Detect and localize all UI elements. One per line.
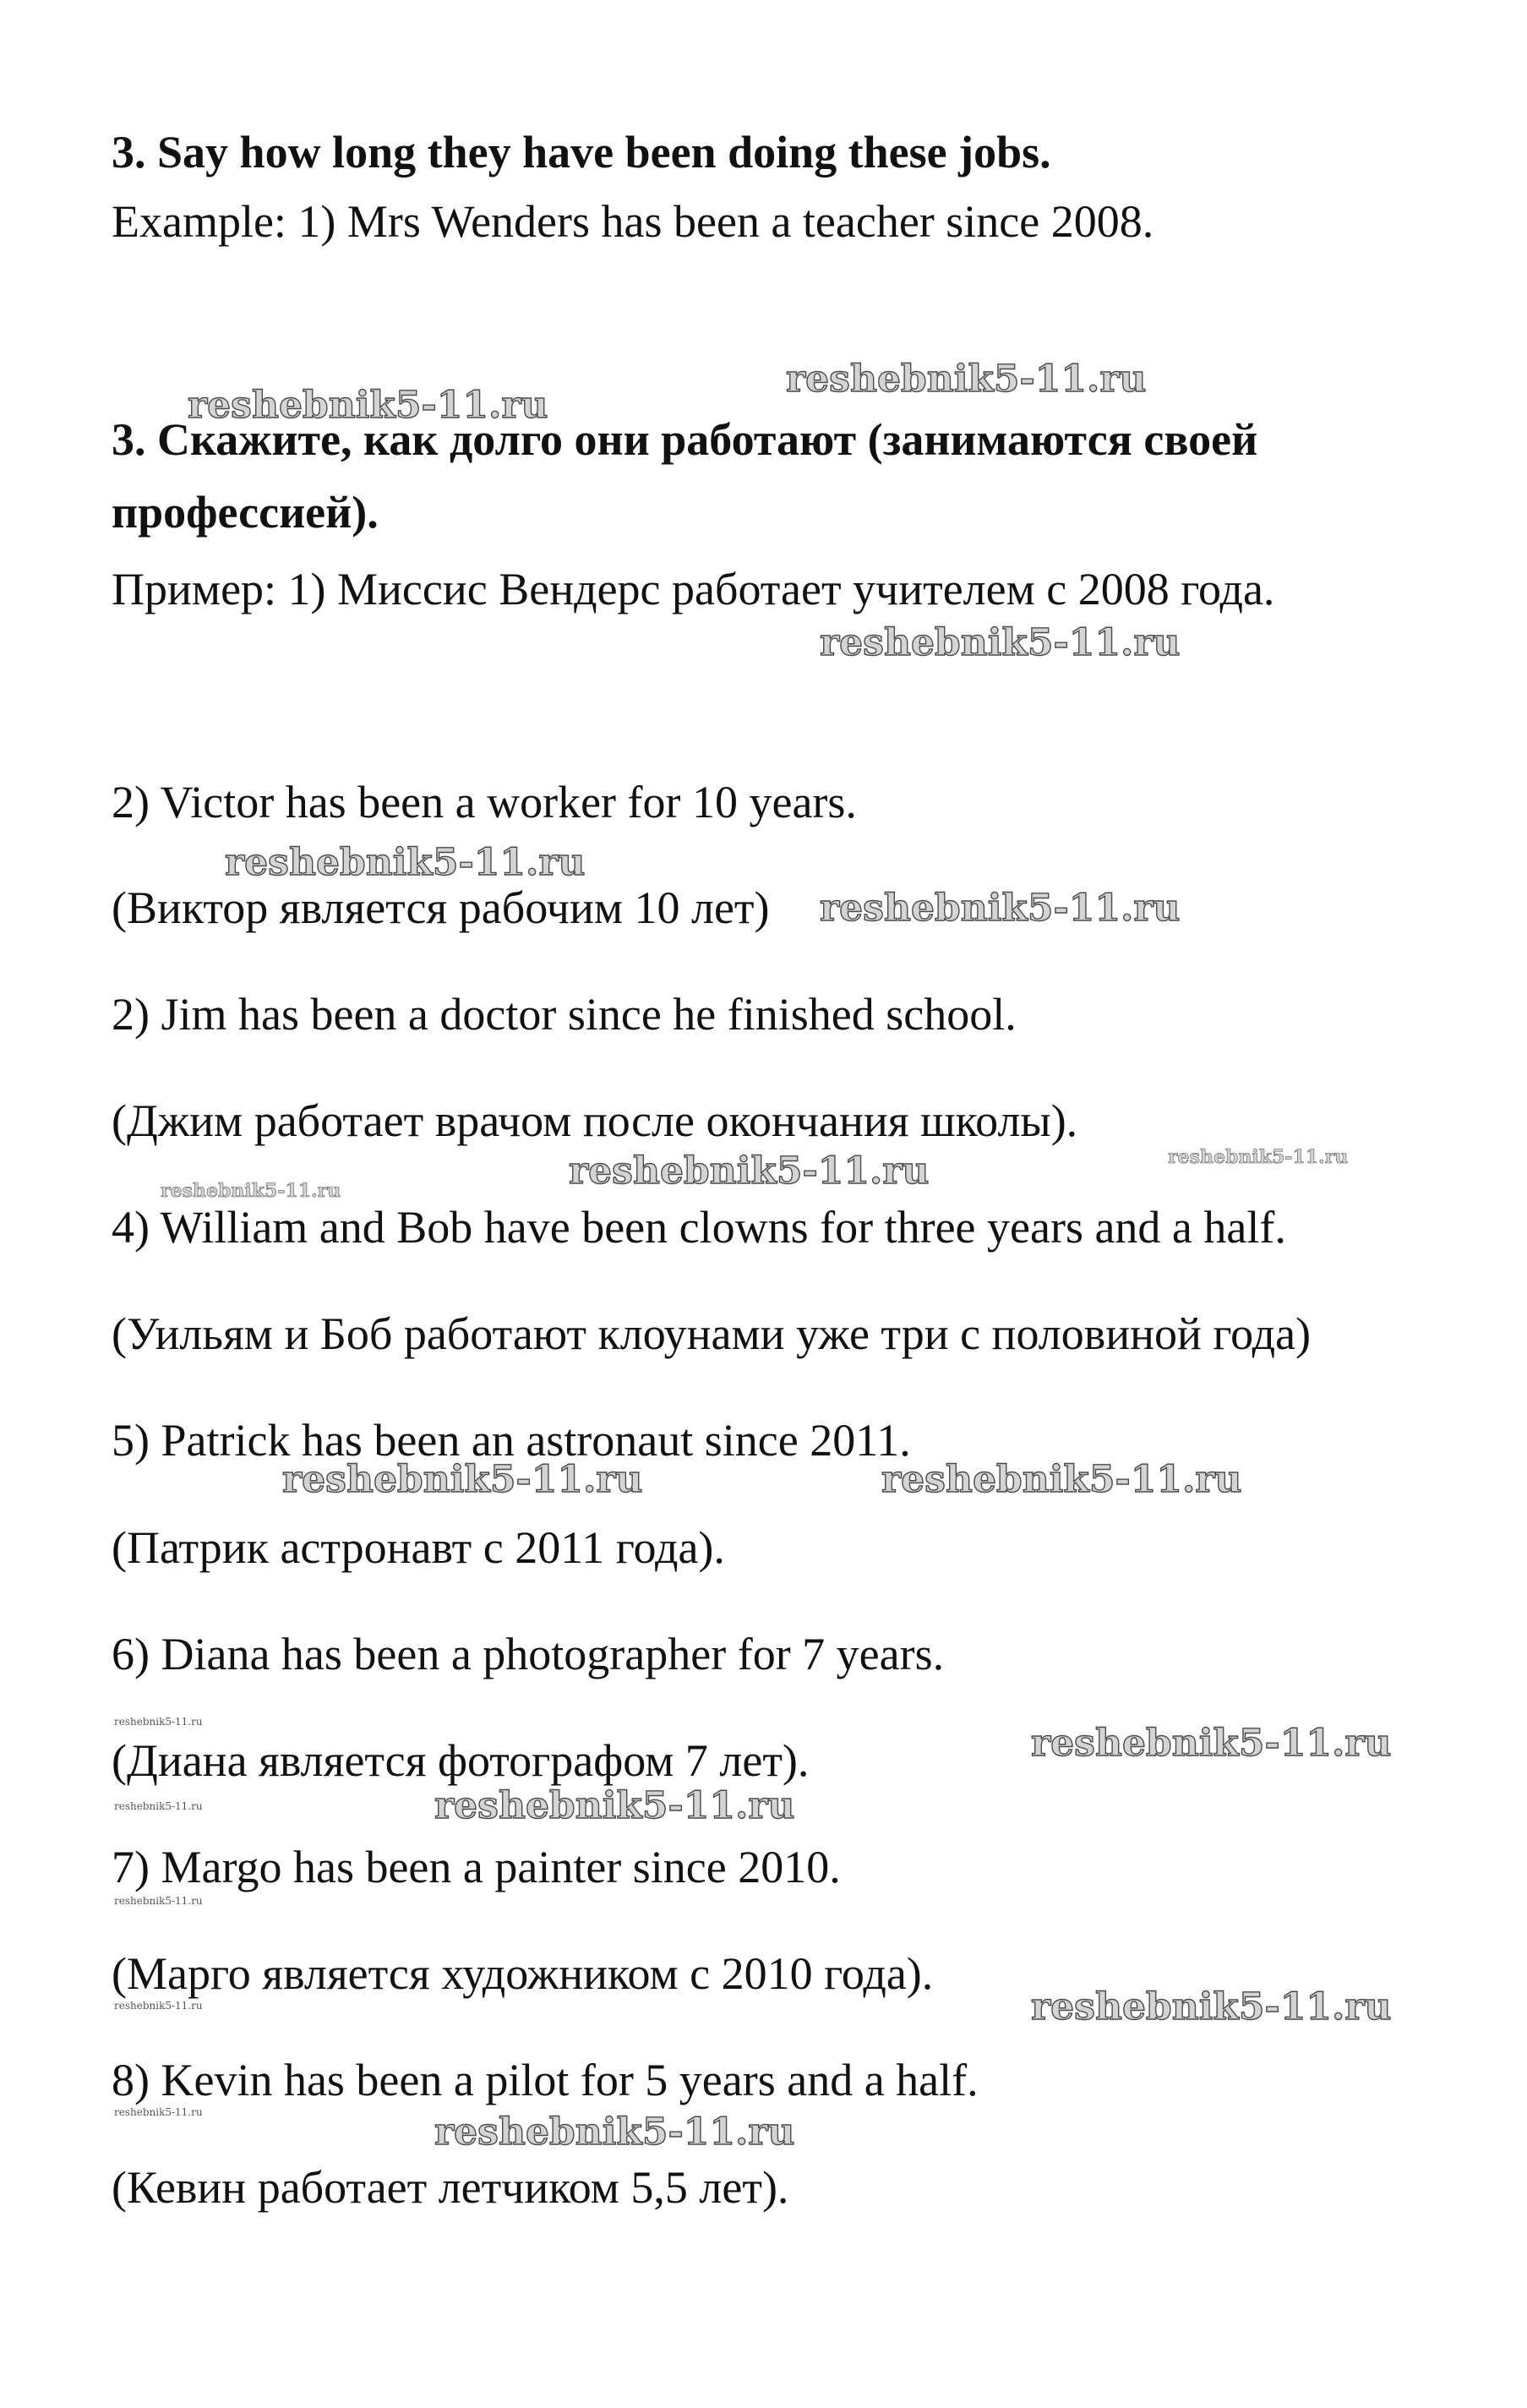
- answer-6-english: 6) Diana has been a photographer for 7 years.: [112, 1629, 945, 1679]
- watermark: reshebnik5-11.ru: [1031, 1985, 1392, 2029]
- exercise-heading-english: 3. Say how long they have been doing these jobs.: [112, 127, 1051, 177]
- watermark: reshebnik5-11.ru: [434, 2110, 795, 2154]
- watermark: reshebnik5-11.ru: [114, 1716, 203, 1728]
- example-russian: Пример: 1) Миссис Вендерс работает учителем с 2008 года.: [112, 564, 1275, 614]
- watermark: reshebnik5-11.ru: [820, 887, 1181, 930]
- answer-8-english: 8) Kevin has been a pilot for 5 years and a half.: [112, 2055, 979, 2105]
- watermark: reshebnik5-11.ru: [225, 841, 586, 884]
- watermark: reshebnik5-11.ru: [569, 1149, 930, 1193]
- watermark: reshebnik5-11.ru: [282, 1458, 643, 1501]
- watermark: reshebnik5-11.ru: [114, 1800, 203, 1812]
- example-english: Example: 1) Mrs Wenders has been a teacher since 2008.: [112, 196, 1154, 247]
- watermark: reshebnik5-11.ru: [161, 1180, 341, 1202]
- answer-5-russian: (Патрик астронавт с 2011 года).: [112, 1522, 725, 1573]
- watermark: reshebnik5-11.ru: [114, 1895, 203, 1907]
- answer-3-russian: (Джим работает врачом после окончания школы).: [112, 1095, 1078, 1146]
- answer-8-russian: (Кевин работает летчиком 5,5 лет).: [112, 2162, 789, 2213]
- watermark: reshebnik5-11.ru: [820, 621, 1181, 664]
- exercise-heading-russian-line1: 3. Скажите, как долго они работают (занимаются своей: [112, 414, 1258, 465]
- watermark: reshebnik5-11.ru: [1031, 1722, 1392, 1765]
- watermark: reshebnik5-11.ru: [188, 384, 548, 427]
- answer-5-english: 5) Patrick has been an astronaut since 2011.: [112, 1415, 911, 1466]
- answer-3-english: 2) Jim has been a doctor since he finished school.: [112, 989, 1017, 1040]
- watermark: reshebnik5-11.ru: [786, 358, 1147, 401]
- answer-4-english: 4) William and Bob have been clowns for three years and a half.: [112, 1202, 1286, 1253]
- watermark: reshebnik5-11.ru: [434, 1784, 795, 1827]
- answer-2-english: 2) Victor has been a worker for 10 years.: [112, 777, 857, 827]
- answer-6-russian: (Диана является фотографом 7 лет).: [112, 1735, 810, 1786]
- watermark: reshebnik5-11.ru: [114, 2106, 203, 2118]
- watermark: reshebnik5-11.ru: [1168, 1146, 1349, 1168]
- watermark: reshebnik5-11.ru: [881, 1458, 1242, 1501]
- answer-7-english: 7) Margo has been a painter since 2010.: [112, 1842, 841, 1892]
- answer-2-russian: (Виктор является рабочим 10 лет): [112, 882, 770, 933]
- exercise-heading-russian-line2: профессией).: [112, 487, 379, 538]
- watermark: reshebnik5-11.ru: [114, 2000, 203, 2012]
- answer-7-russian: (Марго является художником с 2010 года).: [112, 1948, 934, 1999]
- answer-4-russian: (Уильям и Боб работают клоунами уже три с половиной года): [112, 1308, 1312, 1359]
